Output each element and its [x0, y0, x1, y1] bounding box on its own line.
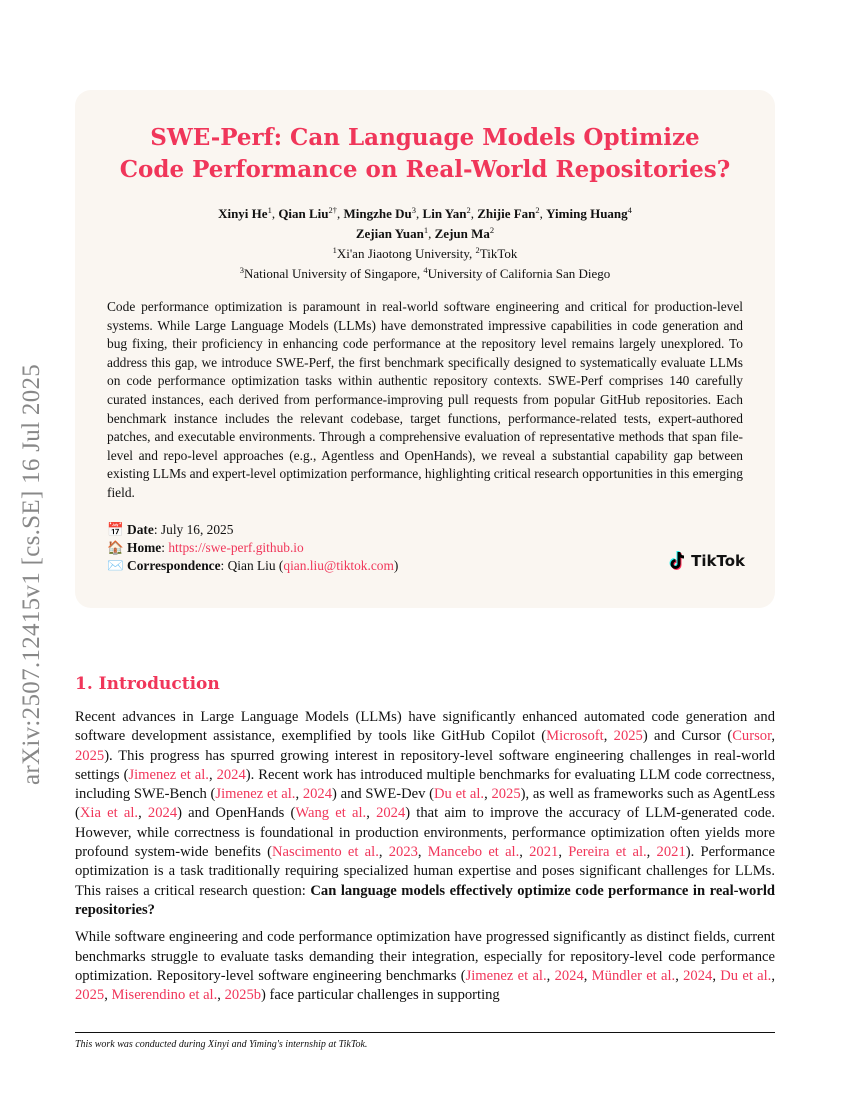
affil-sup: 4: [423, 265, 428, 275]
author-name: Qian Liu: [278, 206, 329, 221]
arxiv-identifier: arXiv:2507.12415v1 [cs.SE] 16 Jul 2025: [18, 363, 45, 785]
citation-link[interactable]: 2025: [75, 987, 105, 1004]
affiliation: TikTok: [479, 246, 518, 261]
correspondence-row: ✉️ Correspondence: Qian Liu (qian.liu@tiktok.com): [107, 558, 399, 574]
affiliation-line: [107, 264, 743, 284]
correspondence-label: Correspondence: [127, 558, 221, 574]
affil-sup: 1: [332, 245, 337, 255]
affil-sup: 3: [239, 265, 244, 275]
affiliation: University of California San Diego: [427, 266, 611, 281]
paper-title: [107, 122, 743, 186]
text-segment: ,: [138, 805, 148, 822]
text-segment: ,: [484, 786, 492, 803]
text-segment: ,: [646, 844, 657, 861]
research-question: Can language models effectively optimize code performance in real-world repositories?: [75, 882, 775, 918]
paper-metadata: [107, 521, 743, 576]
logo-text: TikTok: [691, 552, 745, 570]
author-sup: 2: [535, 205, 540, 215]
text-segment: Recent advances in Large Language Models (LLMs) have significantly enhanced automated code generation and software development assistance, exemplified by tools like GitHub Copilot (: [75, 709, 775, 745]
text-segment: ,: [104, 987, 112, 1004]
text-segment: ,: [771, 967, 775, 984]
author-name: Lin Yan: [422, 206, 467, 221]
affiliation-line: [107, 244, 743, 264]
email-link[interactable]: qian.liu@tiktok.com: [283, 558, 394, 574]
footnote-divider: [75, 1032, 775, 1033]
text-segment: ,: [771, 728, 776, 745]
text-segment: While software engineering and code performance optimization have progressed significantly as distinct fields, current benchmarks struggle to evaluate tasks demanding their integration, especially for repository-level code performance optimization. Repository-level software engineering benchmarks (: [75, 929, 775, 984]
author-name: Zejian Yuan: [355, 226, 424, 241]
text-segment: ) and Cursor (: [642, 728, 733, 745]
author-name: Xinyi He: [218, 206, 268, 221]
text-segment: ,: [378, 844, 389, 861]
citation-link[interactable]: Cursor: [732, 728, 772, 745]
text-segment: ,: [712, 967, 721, 984]
intro-paragraph-1: [75, 708, 775, 920]
affiliation: Xi'an Jiaotong University,: [336, 246, 476, 261]
author-line: Xinyi He$^1$, Qian Liu$^{2\dagger}$, Mingzhe Du$^3$, Lin Yan$^2$, Zhijie Fan$^2$, Yiming Huang$^4$: [218, 205, 632, 221]
date-label: Date: [127, 521, 154, 537]
citation-link[interactable]: Jimenez et al.: [128, 766, 209, 783]
text-segment: ,: [417, 844, 428, 861]
author-block: [107, 204, 743, 284]
citation-link[interactable]: Xia et al.: [79, 805, 139, 822]
text-segment: ) face particular challenges in supporting: [261, 987, 500, 1004]
author-sup: 2†: [328, 205, 338, 215]
envelope-icon: ✉️: [107, 558, 124, 574]
citation-link[interactable]: 2024: [683, 967, 713, 984]
author-line: Zejian Yuan$^1$, Zejun Ma$^2$: [355, 225, 495, 241]
title-line: Code Performance on Real-World Repositories?: [119, 156, 731, 183]
text-segment: ,: [208, 766, 217, 783]
text-segment: ) and OpenHands (: [177, 805, 296, 822]
citation-link[interactable]: 2024: [302, 786, 333, 803]
citation-link[interactable]: Jimenez et al.: [215, 786, 296, 803]
text-segment: ,: [675, 967, 684, 984]
citation-link[interactable]: Nascimento et al.: [272, 844, 379, 861]
author-name: Zhijie Fan: [477, 206, 536, 221]
tiktok-note-icon: [668, 550, 688, 572]
citation-link[interactable]: 2025: [491, 786, 521, 803]
author-sup: 1: [267, 205, 272, 215]
home-link[interactable]: https://swe-perf.github.io: [168, 539, 304, 555]
text-segment: ,: [519, 844, 530, 861]
citation-link[interactable]: 2025: [613, 728, 643, 745]
author-name: Mingzhe Du: [343, 206, 412, 221]
title-line: SWE-Perf: Can Language Models Optimize: [150, 124, 700, 151]
text-segment: ,: [603, 728, 614, 745]
paren: ): [393, 558, 399, 574]
tiktok-logo: [668, 550, 745, 572]
home-row: 🏠 Home: https://swe-perf.github.io: [107, 539, 304, 555]
citation-link[interactable]: Miserendino et al.: [111, 987, 218, 1004]
text-segment: ). Recent work has introduced multiple benchmarks for evaluating LLM code correctness, including SWE-Bench (: [75, 766, 776, 803]
citation-link[interactable]: Mancebo et al.: [427, 844, 520, 861]
header-panel: [75, 90, 775, 608]
text-segment: ,: [546, 967, 555, 984]
page-column: [75, 90, 775, 1050]
citation-link[interactable]: 2021: [529, 844, 559, 861]
text-segment: ,: [583, 967, 592, 984]
text-segment: ). Performance optimization is a task traditionally requiring specialized human expertise and poses significant challenges for LLMs. This raises a critical research question:: [75, 844, 776, 899]
date-row: 📅 Date: July 16, 2025: [107, 521, 234, 537]
citation-link[interactable]: Microsoft: [546, 728, 604, 745]
citation-link[interactable]: Pereira et al.: [568, 844, 647, 861]
citation-link[interactable]: Du et al.: [434, 786, 485, 803]
author-sup: 1: [423, 225, 429, 235]
footnote-area: [75, 1020, 775, 1050]
citation-link[interactable]: 2023: [388, 844, 418, 861]
section-heading: 1. Introduction: [75, 674, 220, 694]
citation-link[interactable]: 2021: [656, 844, 686, 861]
author-sup: 3: [411, 205, 417, 215]
author-sup: 4: [627, 205, 632, 215]
author-sup: 2: [466, 205, 471, 215]
citation-link[interactable]: 2025b: [224, 987, 262, 1004]
citation-link[interactable]: Jimenez et al.: [465, 967, 547, 984]
home-label: Home: [127, 539, 162, 555]
text-segment: ,: [295, 786, 303, 803]
text-segment: ), as well as frameworks such as AgentLess (: [75, 786, 775, 822]
correspondence-name: Qian Liu (: [227, 558, 284, 574]
citation-link[interactable]: Mündler et al.: [591, 967, 676, 984]
author-name: Zejun Ma: [434, 226, 490, 241]
intro-paragraph-2: [75, 928, 775, 1005]
text-segment: ) and SWE-Dev (: [332, 786, 435, 803]
text-segment: ). This progress has spurred growing interest in repository-level software engineering challenges in real-world settings (: [75, 747, 775, 783]
author-sup: 2: [489, 225, 495, 235]
citation-link[interactable]: 2024: [216, 766, 246, 783]
text-segment: ,: [217, 987, 225, 1004]
citation-link[interactable]: 2024: [376, 805, 406, 822]
house-icon: 🏠: [107, 539, 124, 555]
abstract: Code performance optimization is paramount in real-world software engineering and critical for production-level systems. While Large Language Models (LLMs) have demonstrated impressive capabilities in code generation and bug fixing, their proficiency in enhancing code performance at the repository level remains largely unexplored. To address this gap, we introduce SWE-Perf, the first benchmark specifically designed to systematically evaluate LLMs on code performance optimization tasks within authentic repository contexts. SWE-Perf comprises 140 carefully curated instances, each derived from performance-improving pull requests from popular GitHub repositories. Each benchmark instance includes the relevant codebase, target functions, performance-related tests, expert-authored patches, and executable environments. Through a comprehensive evaluation of representative methods that span file-level and repo-level approaches (e.g., Agentless and OpenHands), we reveal a substantial capability gap between existing LLMs and expert-level optimization performance, highlighting critical research opportunities in this emerging field.: [107, 299, 744, 500]
affil-sup: 2: [475, 245, 480, 255]
citation-link[interactable]: 2024: [554, 967, 584, 984]
text-segment: ,: [366, 805, 377, 822]
citation-link[interactable]: 2024: [147, 805, 178, 822]
affiliation: National University of Singapore,: [243, 266, 424, 281]
text-segment: ,: [558, 844, 569, 861]
citation-link[interactable]: Du et al.: [720, 967, 772, 984]
calendar-icon: 📅: [107, 521, 124, 537]
author-name: Yiming Huang: [546, 206, 628, 221]
date-value: July 16, 2025: [160, 521, 234, 537]
citation-link[interactable]: 2025: [75, 747, 105, 764]
citation-link[interactable]: Wang et al.: [295, 805, 367, 822]
text-segment: ) that aim to improve the accuracy of LLM-generated code. However, while correctness is foundational in production environments, performance optimization often yields more profound system-wide benefits (: [75, 805, 776, 861]
footnote: This work was conducted during Xinyi and Yiming's internship at TikTok.: [75, 1039, 368, 1050]
